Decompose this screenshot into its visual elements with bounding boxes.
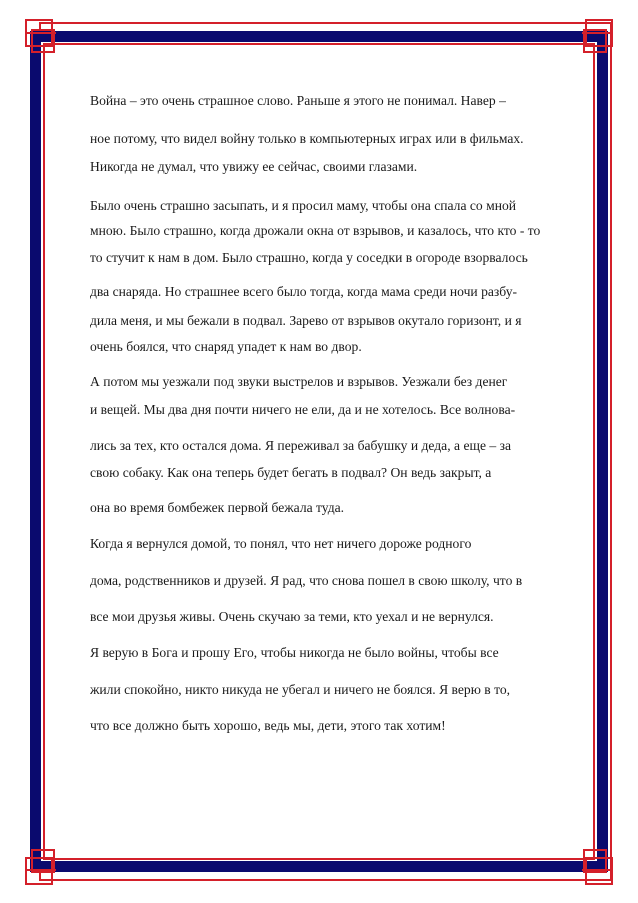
text-line: Было очень страшно засыпать, и я просил маму, чтобы она спала со мной: [90, 198, 517, 213]
essay-text: [90, 92, 582, 772]
text-line: то стучит к нам в дом. Было страшно, когда у соседки в огороде взорвалось: [90, 250, 528, 265]
text-line: Я верую в Бога и прошу Его, чтобы никогда не было войны, чтобы все: [90, 645, 499, 660]
text-line: два снаряда. Но страшнее всего было тогда, когда мама среди ночи разбу-: [90, 284, 518, 299]
text-line: ное потому, что видел войну только в компьютерных играх или в фильмах.: [90, 131, 524, 146]
text-line: что все должно быть хорошо, ведь мы, дети, этого так хотим!: [90, 718, 446, 733]
text-line: свою собаку. Как она теперь будет бегать в подвал? Он ведь закрыт, а: [90, 465, 492, 480]
text-line: дила меня, и мы бежали в подвал. Зарево от взрывов окутало горизонт, и я: [90, 313, 522, 328]
text-line: и вещей. Мы два дня почти ничего не ели, да и не хотелось. Все волнова-: [90, 402, 516, 417]
text-line: мною. Было страшно, когда дрожали окна от взрывов, и казалось, что кто - то: [90, 223, 541, 238]
text-line: Никогда не думал, что увижу ее сейчас, своими глазами.: [90, 159, 418, 174]
text-line: она во время бомбежек первой бежала туда.: [90, 500, 345, 515]
text-line: все мои друзья живы. Очень скучаю за теми, кто уехал и не вернулся.: [90, 609, 494, 624]
text-line: дома, родственников и друзей. Я рад, что снова пошел в свою школу, что в: [90, 573, 523, 588]
text-line: Когда я вернулся домой, то понял, что нет ничего дороже родного: [90, 536, 472, 551]
text-line: А потом мы уезжали под звуки выстрелов и взрывов. Уезжали без денег: [90, 374, 508, 389]
text-line: очень боялся, что снаряд упадет к нам во двор.: [90, 339, 362, 354]
text-line: Война – это очень страшное слово. Раньше я этого не понимал. Навер –: [90, 93, 506, 108]
text-line: лись за тех, кто остался дома. Я переживал за бабушку и деда, а еще – за: [90, 438, 511, 453]
text-line: жили спокойно, никто никуда не убегал и ничего не боялся. Я верю в то,: [90, 682, 511, 697]
